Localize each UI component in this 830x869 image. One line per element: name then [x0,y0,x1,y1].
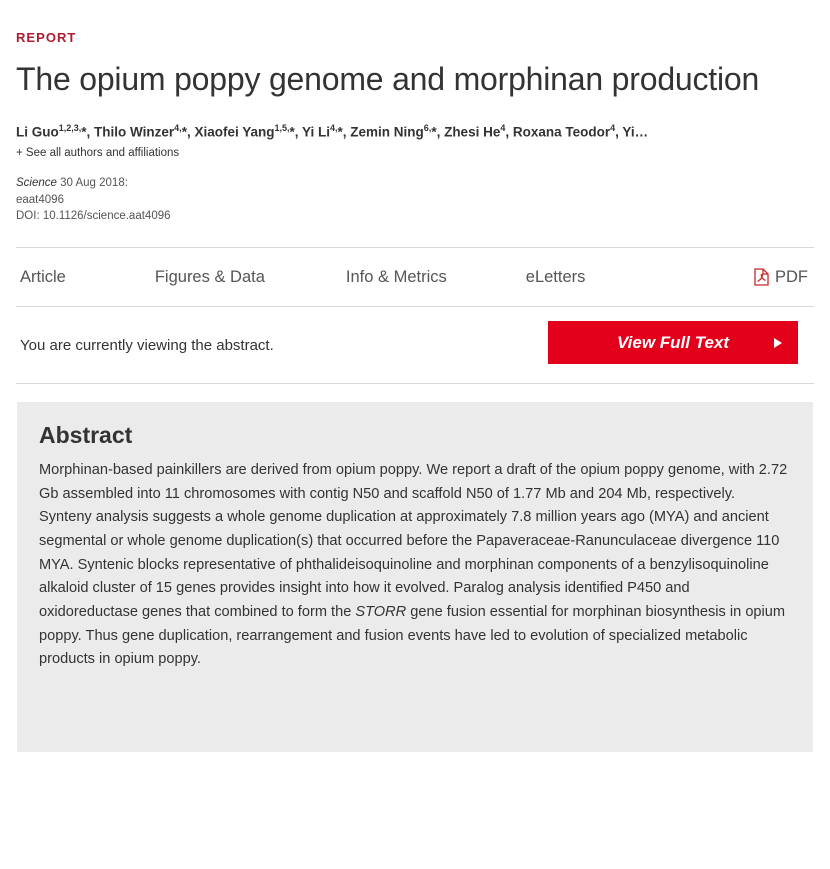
article-doi: DOI: 10.1126/science.aat4096 [16,210,171,223]
citation-block [16,175,814,225]
pdf-icon [754,268,769,286]
see-all-authors-link[interactable]: + See all authors and affiliations [16,147,180,160]
tab-pdf-label: PDF [775,267,808,286]
tab-figures-data[interactable]: Figures & Data [154,267,265,286]
tab-eletters[interactable]: eLetters [525,267,586,286]
viewing-status-text: You are currently viewing the abstract. [20,336,274,354]
tab-pdf[interactable] [754,268,808,287]
issue-date: 30 Aug 2018: [60,177,128,190]
author-list: Li Guo$^{1,2,3,}$*, Thilo Winzer$^{4,}$*, Xiaofei Yang$^{1,5,}$*, Yi $Li^{4,}*$, Zemin Ning$^{6,}$*, Zhesi He$^4$, Roxana Teodor$^4$, Yi… [16,122,649,140]
page-title: The opium poppy genome and morphinan production [16,61,760,97]
view-full-text-label: View Full Text [616,332,730,352]
view-full-text-button[interactable] [548,321,798,364]
abstract-heading: Abstract [39,422,133,449]
article-eid: eaat4096 [16,193,64,206]
tab-info-metrics[interactable]: Info & Metrics [345,267,447,286]
abstract-body: Morphinan-based painkillers are derived from opium poppy. We report a draft of the opium poppy genome, with 2.72 Gb assembled into 11 chromosomes with contig N50 and scaffold N50 of 1.77 Mb and 204 Mb, respectively. Synteny analysis suggests a whole genome duplication at approximately 7.8 million years ago (MYA) and ancient segmental or whole genome duplication(s) that occurred before the Papaveraceae-Ranunculaceae divergence 110 MYA. Syntenic blocks representative of phthalideisoquinoline and morphinan components of a benzylisoquinoline alkaloid cluster of 15 genes provides insight into how it evolved. Paralog analysis identified P450 and oxidoreductase genes that combined to form the STORR gene fusion essential for morphinan biosynthesis in opium poppy. Thus gene duplication, rearrangement and fusion events have led to evolution of specialized metabolic products in opium poppy. [39,462,788,668]
arrow-right-icon [774,338,782,348]
article-page [0,30,830,869]
abstract-section [17,402,813,752]
view-status-bar [16,307,814,384]
article-tabs [16,247,814,307]
journal-name: Science [16,177,57,190]
article-type-label: REPORT [16,30,77,45]
tab-article[interactable]: Article [20,267,66,286]
